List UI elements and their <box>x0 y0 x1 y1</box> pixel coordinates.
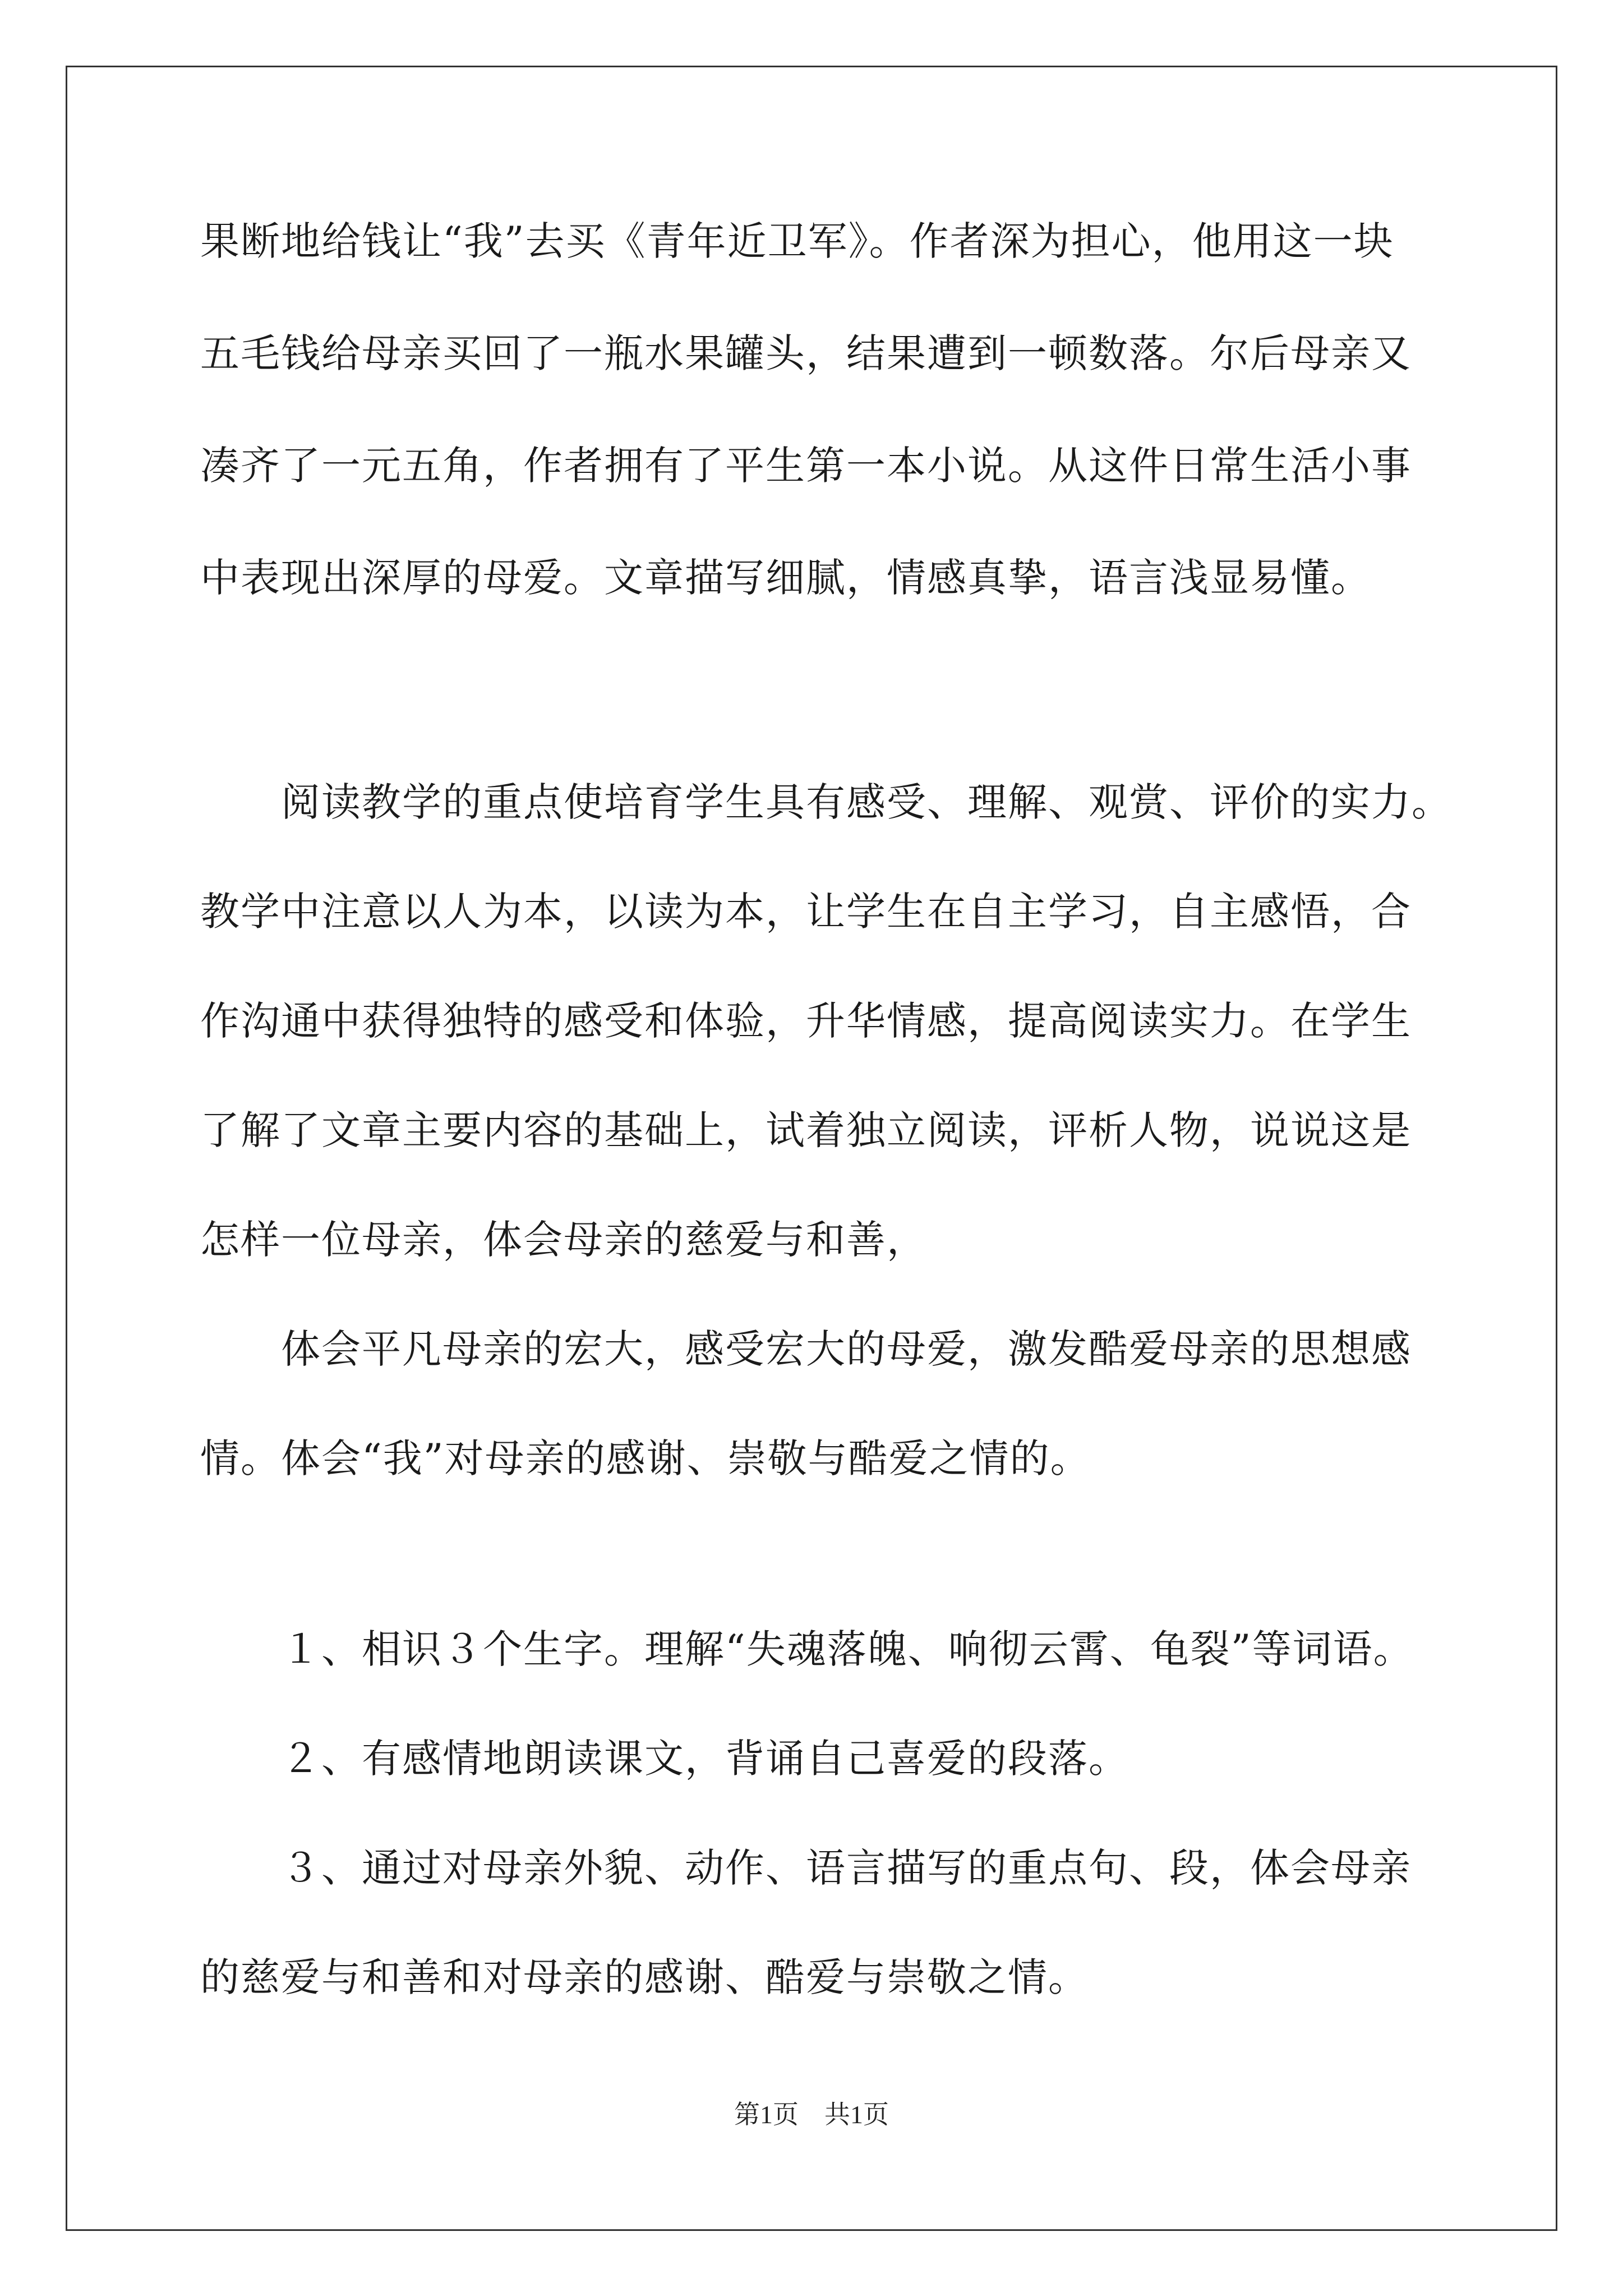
text-line: 体会平凡母亲的宏大，感受宏大的母爱，激发酷爱母亲的思想感 <box>200 1326 1412 1372</box>
text-line: 怎样一位母亲，体会母亲的慈爱与和善， <box>200 1217 927 1263</box>
text-line: 阅读教学的重点使培育学生具有感受、理解、观赏、评价的实力。 <box>200 779 1452 825</box>
text-line: 五毛钱给母亲买回了一瓶水果罐头，结果遭到一顿数落。尔后母亲又 <box>200 330 1412 376</box>
text-line: 了解了文章主要内容的基础上，试着独立阅读，评析人物，说说这是 <box>200 1107 1412 1153</box>
text-line: 情。体会“我”对母亲的感谢、崇敬与酷爱之情的。 <box>200 1435 1091 1481</box>
text-line: 教学中注意以人为本，以读为本，让学生在自主学习，自主感悟，合 <box>200 889 1412 935</box>
page-number-footer: 第1页 共1页 <box>734 2100 889 2129</box>
list-item: １、相识３个生字。理解“失魂落魄、响彻云霄、龟裂”等词语。 <box>200 1626 1414 1672</box>
text-line: 果断地给钱让“我”去买《青年近卫军》。作者深为担心，他用这一块 <box>200 218 1394 264</box>
list-item: ２、有感情地朗读课文，背诵自己喜爱的段落。 <box>200 1736 1129 1782</box>
text-line: 的慈爱与和善和对母亲的感谢、酷爱与崇敬之情。 <box>200 1954 1089 2000</box>
text-line: 作沟通中获得独特的感受和体验，升华情感，提高阅读实力。在学生 <box>200 998 1412 1044</box>
text-line: 凑齐了一元五角，作者拥有了平生第一本小说。从这件日常生活小事 <box>200 443 1412 489</box>
text-line: 中表现出深厚的母爱。文章描写细腻，情感真挚，语言浅显易懂。 <box>200 555 1371 601</box>
list-item: ３、通过对母亲外貌、动作、语言描写的重点句、段，体会母亲 <box>200 1845 1412 1891</box>
